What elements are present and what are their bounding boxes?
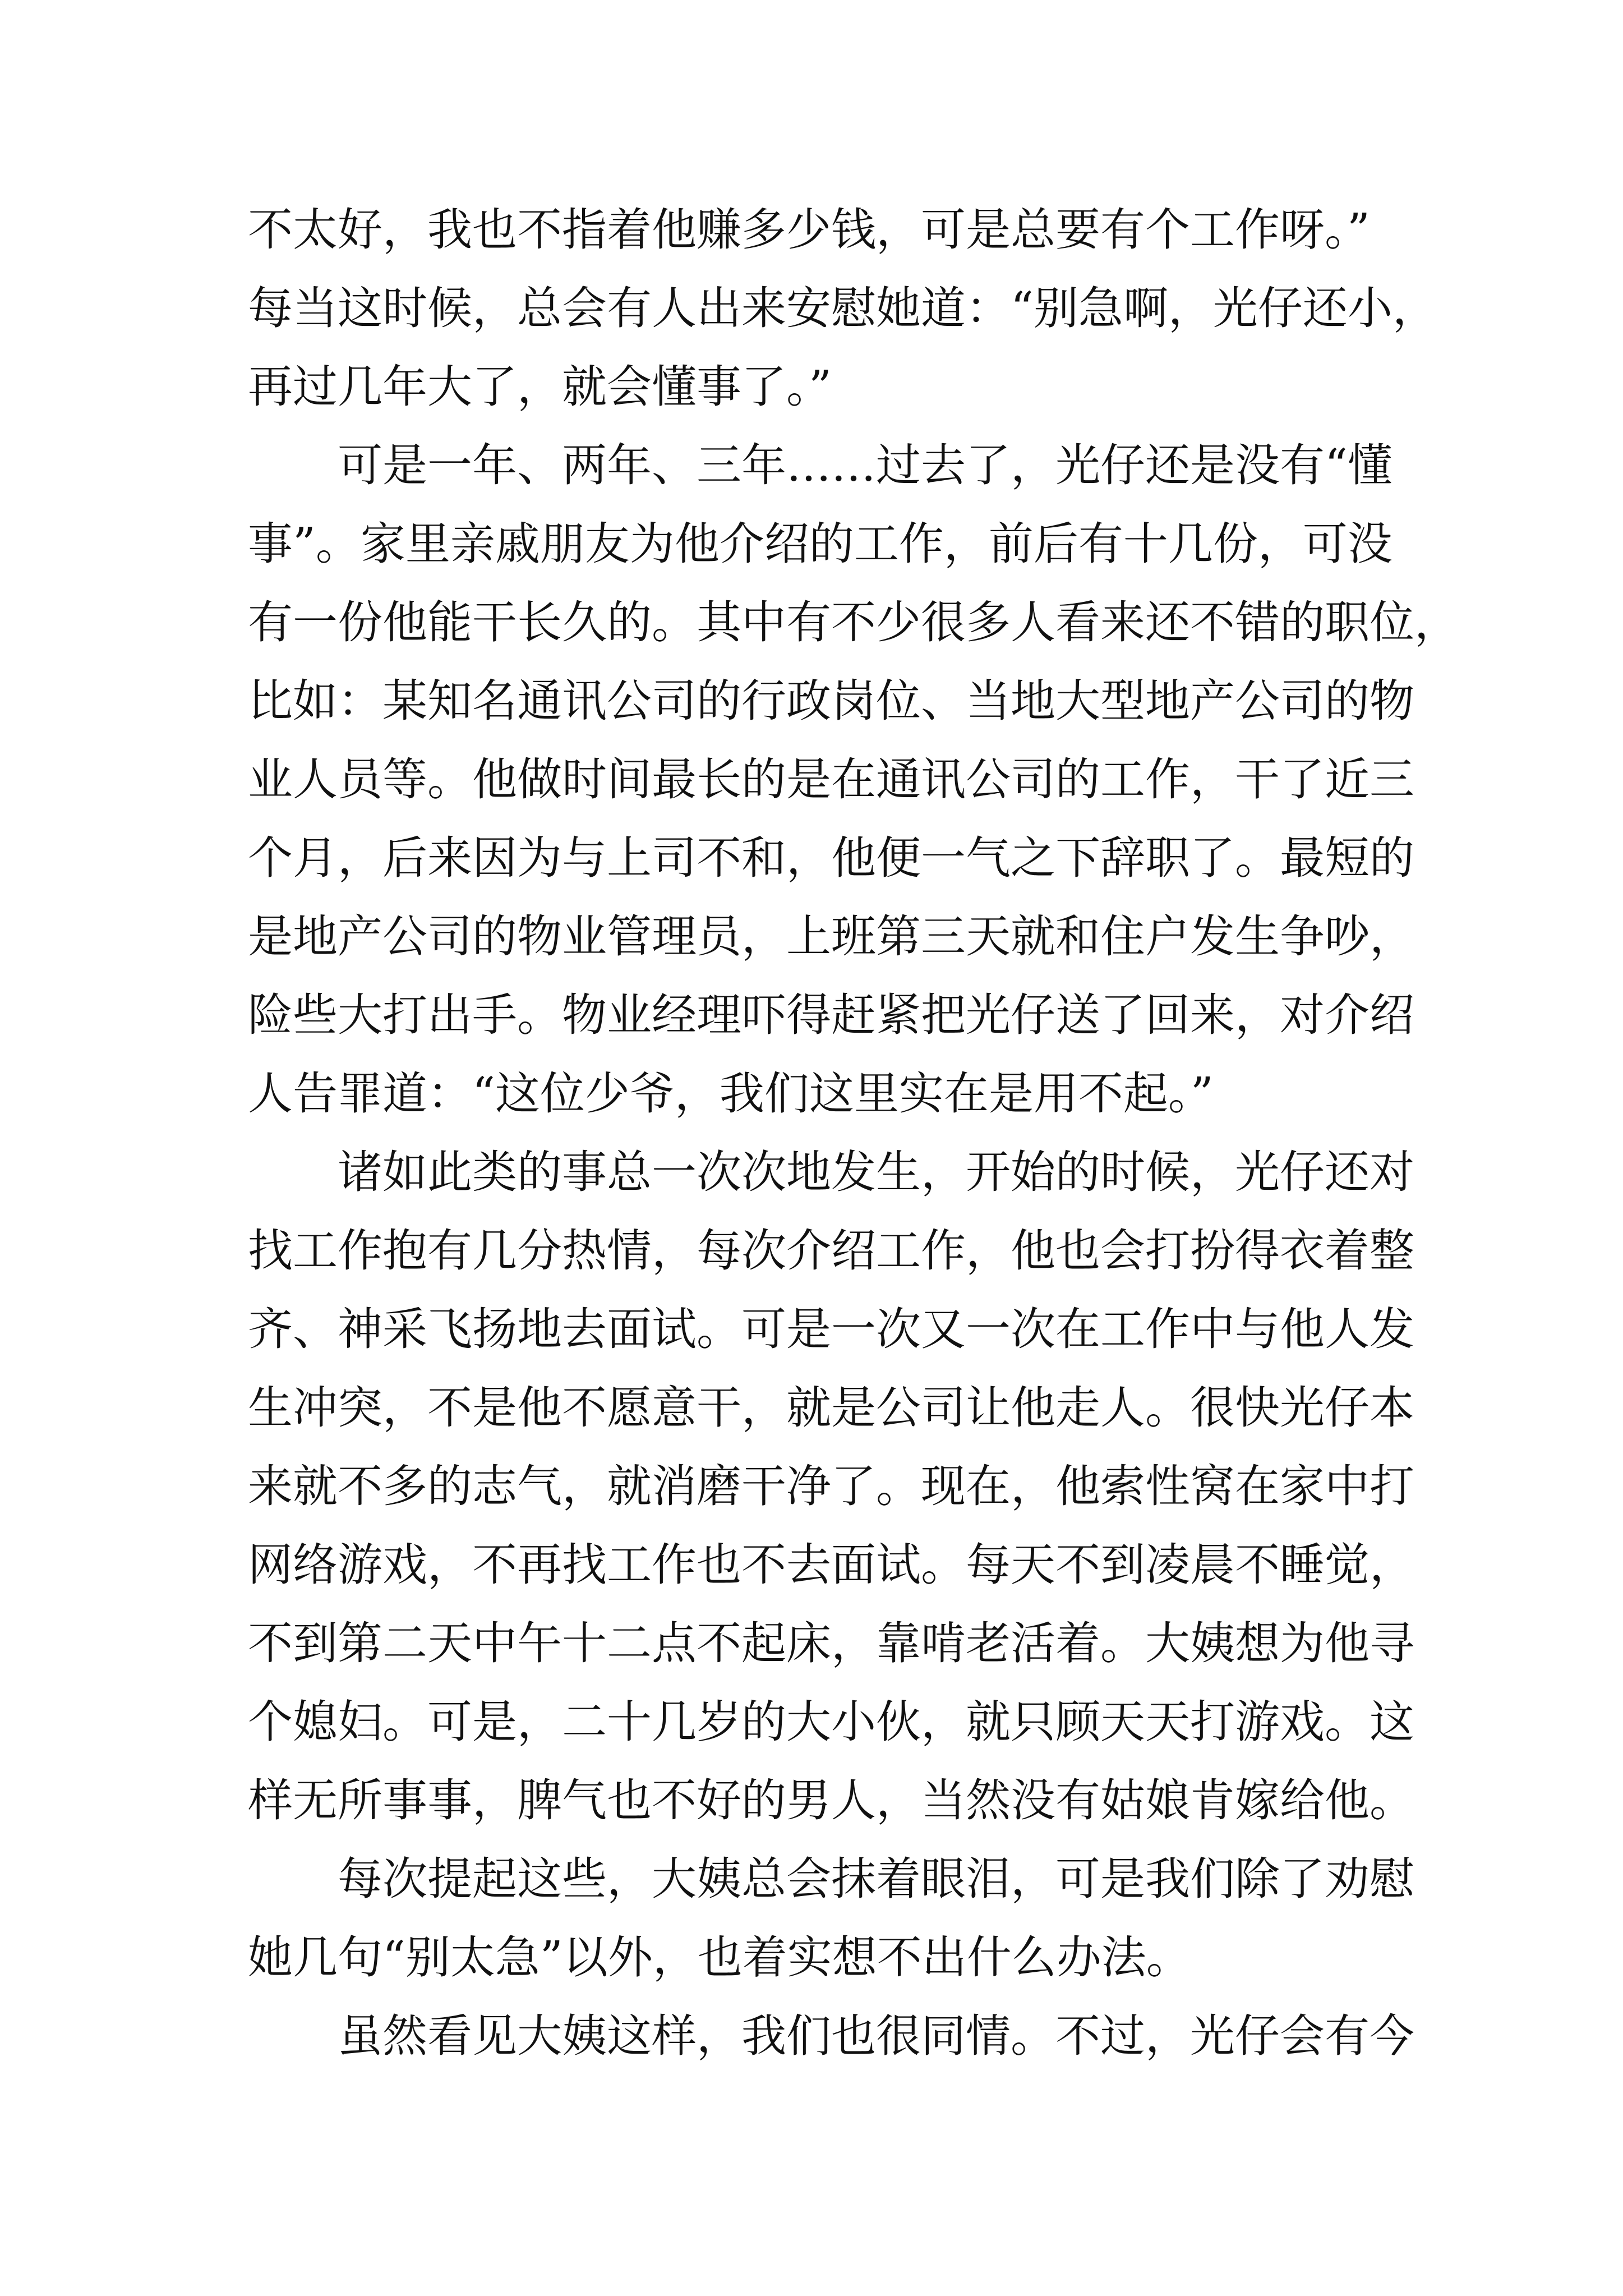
text-line: 险些大打出手。物业经理吓得赶紧把光仔送了回来，对介绍 <box>248 989 1414 1041</box>
text-line: 找工作抱有几分热情，每次介绍工作，他也会打扮得衣着整 <box>248 1225 1414 1277</box>
text-line: 人告罪道：“这位少爷，我们这里实在是用不起。” <box>248 1068 1214 1120</box>
document-body <box>248 191 1459 2076</box>
text-line: 来就不多的志气，就消磨干净了。现在，他索性窝在家中打 <box>248 1460 1414 1512</box>
text-line: 样无所事事，脾气也不好的男人，当然没有姑娘肯嫁给他。 <box>248 1774 1414 1826</box>
text-line: 业人员等。他做时间最长的是在通讯公司的工作，干了近三 <box>248 753 1414 806</box>
text-line: 网络游戏，不再找工作也不去面试。每天不到凌晨不睡觉， <box>248 1539 1414 1591</box>
text-line: 个月，后来因为与上司不和，他便一气之下辞职了。最短的 <box>248 832 1414 884</box>
text-line: 每次提起这些，大姨总会抹着眼泪，可是我们除了劝慰 <box>338 1853 1414 1905</box>
text-line: 虽然看见大姨这样，我们也很同情。不过，光仔会有今 <box>338 2010 1414 2062</box>
text-line: 不到第二天中午十二点不起床，靠啃老活着。大姨想为他寻 <box>248 1617 1414 1669</box>
text-line: 诸如此类的事总一次次地发生，开始的时候，光仔还对 <box>338 1146 1414 1198</box>
text-line: 有一份他能干长久的。其中有不少很多人看来还不错的职位， <box>248 596 1459 648</box>
text-line: 她几句“别太急”以外，也着实想不出什么办法。 <box>248 1931 1191 1984</box>
text-line: 再过几年大了，就会懂事了。” <box>248 361 832 413</box>
text-line: 比如：某知名通讯公司的行政岗位、当地大型地产公司的物 <box>248 675 1414 727</box>
text-line: 是地产公司的物业管理员，上班第三天就和住户发生争吵， <box>248 910 1414 963</box>
text-line: 可是一年、两年、三年……过去了，光仔还是没有“懂 <box>338 439 1393 491</box>
text-line: 不太好，我也不指着他赚多少钱，可是总要有个工作呀。” <box>248 204 1370 256</box>
text-line: 每当这时候，总会有人出来安慰她道：“别急啊，光仔还小， <box>248 282 1437 334</box>
text-line: 个媳妇。可是，二十几岁的大小伙，就只顾天天打游戏。这 <box>248 1696 1414 1748</box>
text-line: 事”。家里亲戚朋友为他介绍的工作，前后有十几份，可没 <box>248 518 1393 570</box>
text-line: 齐、神采飞扬地去面试。可是一次又一次在工作中与他人发 <box>248 1303 1414 1355</box>
text-line: 生冲突，不是他不愿意干，就是公司让他走人。很快光仔本 <box>248 1382 1414 1434</box>
